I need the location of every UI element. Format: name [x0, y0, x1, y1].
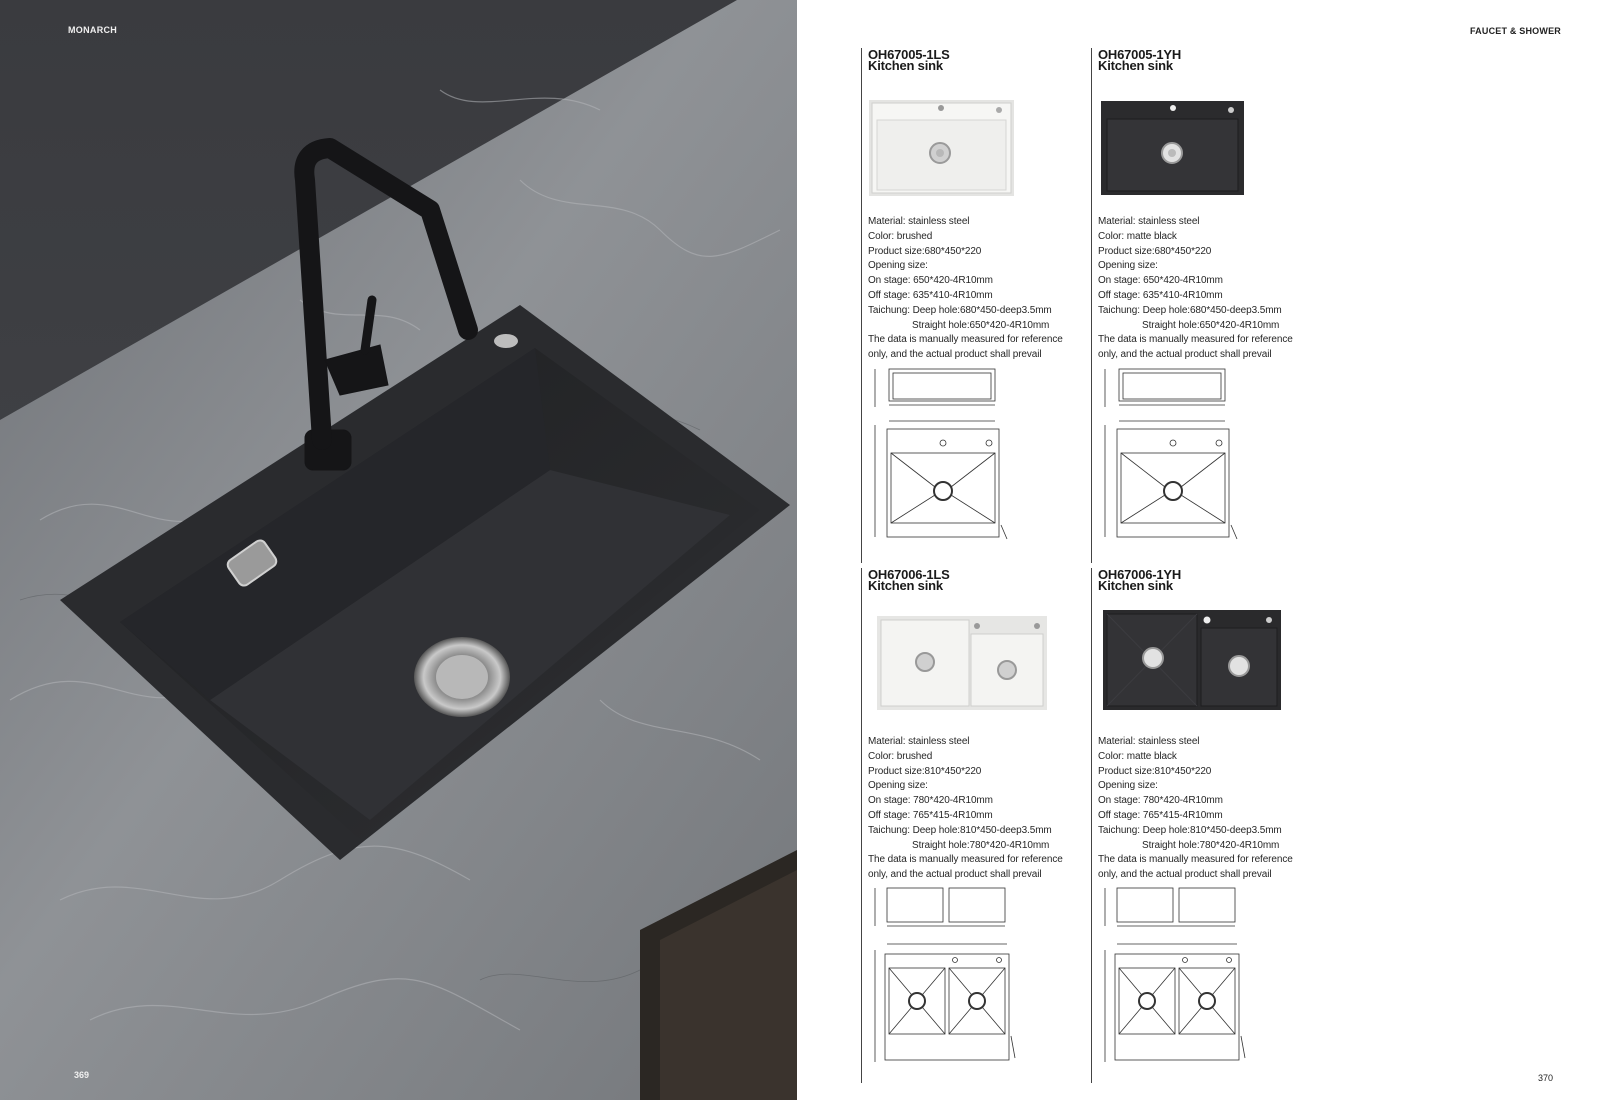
divider-line: [1091, 48, 1092, 563]
spec-note-continued: only, and the actual product shall prevail: [868, 869, 1042, 881]
product-specs: [1098, 215, 1328, 363]
spec-note: The data is manually measured for reference: [1098, 334, 1293, 346]
page-number-right: 370: [1538, 1073, 1554, 1083]
spec-on-stage: On stage: 780*420-4R10mm: [1098, 795, 1223, 807]
page-number-left: 369: [74, 1070, 90, 1080]
spec-product-size: Product size:680*450*220: [1098, 245, 1212, 257]
spec-off-stage: Off stage: 765*415-4R10mm: [868, 809, 993, 821]
spec-opening-size: Opening size:: [1098, 780, 1158, 792]
divider-line: [861, 568, 862, 1083]
spec-opening-size: Opening size:: [868, 260, 928, 272]
divider-line: [1091, 568, 1092, 1083]
spec-material: Material: stainless steel: [868, 736, 970, 747]
product-card-oh67006-1ls: [861, 568, 1086, 1083]
sink-scene-illustration: [0, 0, 797, 1100]
spec-straight-hole: Straight hole:650*420-4R10mm: [1142, 319, 1280, 331]
spec-color: Color: brushed: [868, 230, 933, 242]
product-name: Kitchen sink: [868, 58, 943, 73]
spec-note-continued: only, and the actual product shall prevail: [868, 349, 1042, 361]
spec-material: Material: stainless steel: [1098, 736, 1200, 747]
spec-opening-size: Opening size:: [868, 780, 928, 792]
spec-taichung-deep: Taichung: Deep hole:680*450-deep3.5mm: [868, 304, 1052, 316]
product-name: Kitchen sink: [1098, 578, 1173, 593]
spec-note: The data is manually measured for reference: [1098, 854, 1293, 866]
lifestyle-photo: [0, 0, 797, 1100]
spec-product-size: Product size:810*450*220: [868, 765, 982, 777]
spec-on-stage: On stage: 650*420-4R10mm: [868, 275, 993, 287]
product-code: OH67005-1LS: [868, 47, 950, 62]
product-card-oh67005-1ls: [861, 48, 1086, 563]
spec-note-continued: only, and the actual product shall prevail: [1098, 349, 1272, 361]
spec-taichung-deep: Taichung: Deep hole:810*450-deep3.5mm: [1098, 824, 1282, 836]
technical-drawing: [1099, 886, 1249, 1066]
spec-note: The data is manually measured for reference: [868, 334, 1063, 346]
product-name: Kitchen sink: [1098, 58, 1173, 73]
divider-line: [861, 48, 862, 563]
spec-straight-hole: Straight hole:780*420-4R10mm: [912, 839, 1050, 851]
spec-color: Color: matte black: [1098, 230, 1177, 242]
brand-name: MONARCH: [68, 25, 118, 35]
spec-straight-hole: Straight hole:650*420-4R10mm: [912, 319, 1050, 331]
product-specs: [1098, 735, 1328, 883]
spec-on-stage: On stage: 650*420-4R10mm: [1098, 275, 1223, 287]
product-specs: [868, 215, 1098, 363]
product-photo: [877, 616, 1047, 710]
product-card-oh67006-1yh: [1091, 568, 1316, 1083]
product-card-oh67005-1yh: [1091, 48, 1316, 563]
technical-drawing: [869, 886, 1019, 1066]
spec-color: Color: brushed: [868, 750, 933, 762]
section-label: FAUCET & SHOWER: [1469, 26, 1561, 36]
spec-note: The data is manually measured for reference: [868, 854, 1063, 866]
spec-color: Color: matte black: [1098, 750, 1177, 762]
spec-note-continued: only, and the actual product shall prevail: [1098, 869, 1272, 881]
spec-product-size: Product size:810*450*220: [1098, 765, 1212, 777]
spec-off-stage: Off stage: 765*415-4R10mm: [1098, 809, 1223, 821]
technical-drawing: [1099, 365, 1239, 543]
product-code: OH67006-1YH: [1098, 567, 1182, 582]
spec-taichung-deep: Taichung: Deep hole:810*450-deep3.5mm: [868, 824, 1052, 836]
spec-product-size: Product size:680*450*220: [868, 245, 982, 257]
product-code: OH67005-1YH: [1098, 47, 1182, 62]
product-photo: [869, 100, 1014, 196]
product-name: Kitchen sink: [868, 578, 943, 593]
product-specs: [868, 735, 1098, 883]
spec-taichung-deep: Taichung: Deep hole:680*450-deep3.5mm: [1098, 304, 1282, 316]
product-photo: [1103, 610, 1281, 710]
technical-drawing: [869, 365, 1009, 543]
spec-off-stage: Off stage: 635*410-4R10mm: [868, 289, 993, 301]
spec-material: Material: stainless steel: [1098, 216, 1200, 227]
spec-opening-size: Opening size:: [1098, 260, 1158, 272]
spec-material: Material: stainless steel: [868, 216, 970, 227]
spec-off-stage: Off stage: 635*410-4R10mm: [1098, 289, 1223, 301]
spec-on-stage: On stage: 780*420-4R10mm: [868, 795, 993, 807]
product-photo: [1101, 101, 1244, 195]
spec-straight-hole: Straight hole:780*420-4R10mm: [1142, 839, 1280, 851]
product-code: OH67006-1LS: [868, 567, 950, 582]
